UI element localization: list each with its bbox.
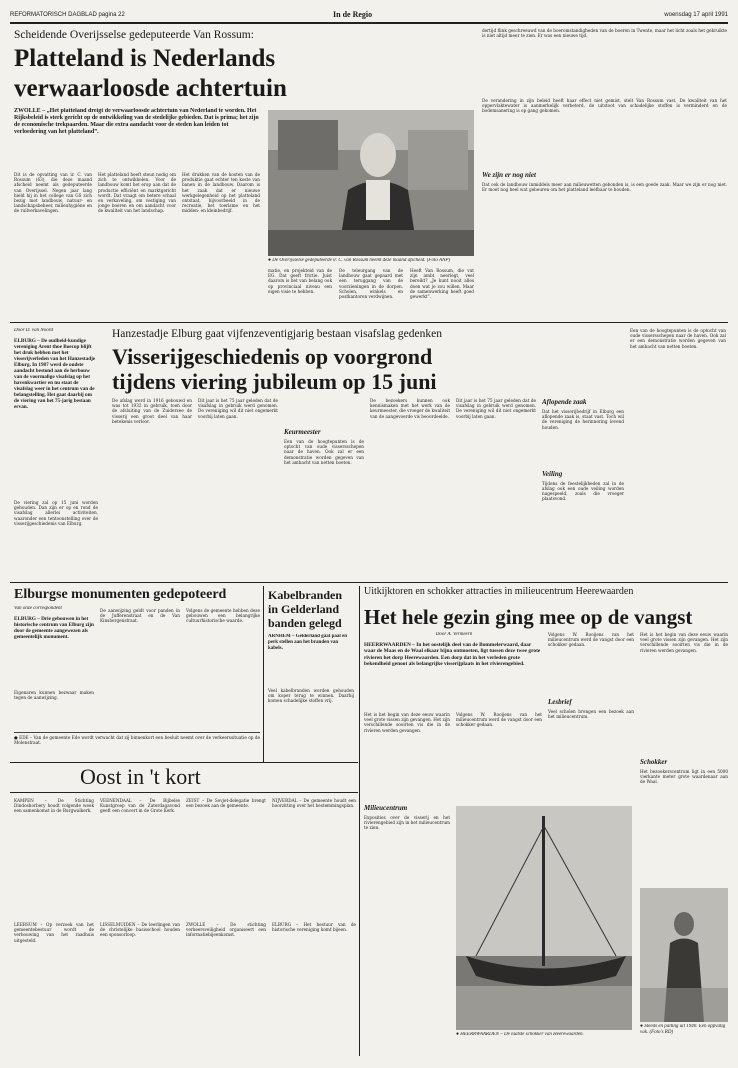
article6-item-5: ZEIST – De Sovjet-delegatie brengt een bezoek aan de gemeente. (186, 798, 266, 809)
article1-under-photo-col1: matie, en projekteid van de EG. Dat geeft frictie. Juist daarom is het van belang ook op provinciaal niveau een eigen visie te hebben. (268, 268, 332, 294)
article1-photo-caption: ● De Overijsselse gedeputeerde ir. C. van Rossum neemt deze maand afscheid. (Foto ANP) (268, 258, 451, 263)
article5-lead: HEERRWAARDEN – In het oostelijk deel van de Bommelerwaard, daar waar de Maas en de Waal elkaar bijna ontmoeten, ligt tussen deze twee grote rivieren het dorp Heerewaarden. Een dorp dat in het verleden grote bekendheid genoot als belangrijke visserijplaats in het rivierengebied. (364, 642, 541, 667)
article2-col4 (284, 398, 364, 578)
article2-body-col5: De bezoekers kunnen ook kennismaken met het werk van de keurmeester, die vroeger de kwaliteit van de aangevoerde vis beoordeelde. (370, 398, 450, 419)
article3-lead: ELBURG – Drie gebouwen in het historische centrum van Elburg zijn door de gemeente aangewezen als gemeentelijk monument. (14, 616, 94, 640)
article3-byline: Van onze correspondent (14, 606, 62, 611)
article2-headline-2: tijdens viering jubileum op 15 juni (112, 370, 437, 394)
article2-kicker: Hanzestadje Elburg gaat vijfenzeventigjarig bestaan visafslag gedenken (112, 328, 442, 340)
article2-lead: ELBURG – De oudheid-kundige vereniging Arent thoe Boecop blijft het druk hebben met het visserijverleden van het Hanzestadje Elburg. In 1987 werd de oudste aandacht bestond aan de herbouw van de voormalige visafslag op het havenkwartier en nu staat de visafslag weer in het centrum van de belangstelling. Het gaat daarbij om de viering van het 75-jarig bestaan ervan. (14, 338, 96, 410)
article5-subhead-schokker: Schokker (640, 758, 668, 766)
article5-body-col5: Het bezoekerscentrum ligt in een 5000 vierkante meter grote waardenaar aan de Waal. (640, 769, 728, 785)
article6-item-3: VEENENDAAL – De Bijbelse Kunstgroep van de Zaterdagavond geeft een concert in de Grote Kerk. (100, 798, 180, 814)
schokker-boat-image (456, 806, 632, 1030)
article5-body-right: Volgens W. Rooijens van het milieucentrum werd de vangst door een schokker gedaan. (548, 632, 634, 648)
article1-under-photo-col3: Heeft Van Rossum, die vut zijn ambt neerlegt, veel bereikt? „Je kunt nooit alles doen wat je zou willen. Maar de samenwerking heeft goed gewerkt”. (410, 268, 474, 300)
article1-lead: ZWOLLE – „Het platteland dreigt de verwaarloosde achtertuin van Nederland te worden. Het Rijksbeleid is sterk gericht op de ontwikkeling van de stedelijke gebieden. Dat is prima; het zijn de economische trekpaarden. Maar die extra aandacht voor de steden kan leiden tot verloedering van het platteland”. (14, 108, 259, 135)
article5-photo-caption-1: ● HEERRWAARDEN – De laatste schokker van Heerewaarden. (456, 1032, 584, 1037)
header-rule (10, 22, 728, 24)
article5-far-right-column (640, 632, 728, 882)
article5-photo-caption-2: ● Steeds en palling uit 1940. Een oppvatig vak. (Foto's RD) (640, 1024, 726, 1035)
article4-body: Veel kabelbranden worden gehouden om koper terug te winnen. Daarbij komen schadelijke stoffen vrij. (268, 688, 354, 704)
page-header (10, 9, 728, 21)
article4-headline-3: banden gelegd (268, 616, 342, 630)
article2-body-col6-text: Dit jaar is het 75 jaar geleden dat de visafslag in gebruik werd genomen. De vereniging wil dit niet ongemerkt voorbij laten gaan. (456, 398, 536, 419)
article2-body-col6: Dat het visserijbedrijf in Elburg een aflopende zaak is, staat vast. Toch wil de vereniging de herinnering levend houden. (542, 409, 624, 430)
article3-body-col1: De aanwijzing geldt voor panden in de Jufferenstraat en de Van Kinsbergenstraat. (100, 608, 180, 624)
article1-under-photo-col2: De teleurgang van de landbouw gaat gepaard met een teruggang van de voorzieningen in de dorpen. Scholen, winkels en postkantoren verdwijnen. (339, 268, 403, 300)
article3-headline: Elburgse monumenten gedepoteerd (14, 587, 227, 602)
article5-body-col4: Veel scholen brengen een bezoek aan het milieucentrum. (548, 709, 634, 720)
header-section-title: In de Regio (333, 10, 373, 19)
article1-body-col3: Het drukken van de kosten van de produktie gaat echter ten koste van banen in de landbouw. Daarom is het zaak dat er nieuwe werkgelegenheid op het platteland ontstaat, bijvoorbeeld in de recreatie, het toerisme en het midden- en kleinbedrijf. (182, 172, 260, 214)
article2-body-col7: Tijdens de feestelijkheden zal in de afslag ook een oude veiling worden nagespeeld, zoals die vroeger plaatsvond. (542, 480, 624, 502)
article3-footer: ● EDE – Van de gemeente Ede wordt verwacht dat zij binnenkort een besluit neemt over de verkeerssituatie op de Molenstraat. (14, 732, 260, 758)
article1-headline-1: Platteland is Nederlands (14, 45, 276, 72)
article1-right-text-c: Dat ook de landbouw inmiddels meer aan milieuwetten gebonden is, is een goede zaak. Maar we zijn er nog niet. Er moet nog heel wat gebeuren om het platteland leefbaar te houden. (482, 182, 727, 193)
article2-body-col2: De afslag werd in 1916 gebouwd en was tot 1932 in gebruik, toen door de afsluiting van de Zuiderzee de visserij een groot deel van haar betekenis verloor. (112, 398, 192, 424)
article2-body-col3: Dit jaar is het 75 jaar geleden dat de visafslag in gebruik werd genomen. De vereniging wil dit niet ongemerkt voorbij laten gaan. (198, 398, 278, 419)
header-left: REFORMATORISCH DAGBLAD pagina 22 (10, 12, 125, 18)
article2-headline-1: Visserijgeschiedenis op voorgrond (112, 345, 433, 369)
article1-subhead: We zijn er nog niet (482, 171, 536, 179)
article2-body-col4: Een van de hoogtepunten is de optocht van oude vissersschepen naar de haven. Ook zal er een demonstratie worden gegeven van het ambacht van netten boeten. (284, 439, 364, 465)
divider-4 (10, 792, 358, 793)
article1-right-text-a: dertijd flink geschreeuwd van de boeromstandigheden van de boeren in Twente, maar het licht zoals het gebruikte is niet altijd meer te zien. Er was een nieuwe tijd. (482, 28, 727, 39)
article6-item-8: ELBURG – Het bestuur van de historische vereniging komt bijeen. (272, 922, 356, 933)
article1-headline-2: verwaarloosde achtertuin (14, 75, 287, 102)
divider-1 (10, 322, 728, 323)
header-date: woensdag 17 april 1991 (664, 12, 728, 18)
article2-body-col1: De viering zal op 15 juni worden gehouden. Dan zijn er op en rond de visafslag allerlei activiteiten, waaronder een tentoonstelling over de visserijgeschiedenis van Elburg. (14, 500, 98, 526)
article5-body-col1: Het is het begin van deze eeuw waarin veel grote vissen zijn gevangen. Het zijn verschillende sooirten vis die in de rivieren werden gevangen. (364, 712, 450, 733)
article5-col3 (364, 804, 450, 894)
article5-body-col3: Exposities over de visserij en het rivierengebied zijn in het milieucentrum te zien. (364, 815, 450, 831)
fisherman-image (640, 888, 728, 1022)
article6-item-1: KAMPEN – De Stichting Dindoshorbery houdt volgende week een samenkomst in de Burgwalkerk. (14, 798, 94, 814)
article2-subhead-veiling: Veiling (542, 469, 563, 478)
article1-kicker: Scheidende Overijsselse gedeputeerde Van Rossum: (14, 29, 254, 41)
article5-headline: Het hele gezin ging mee op de vangst (364, 605, 693, 629)
article5-boat-photo (456, 806, 632, 1030)
divider-3 (10, 762, 358, 763)
article6-item-2: LEERSUM – Op verzoek van het gemeentebestuur wordt de verbouwing van het raadhuis uitgesteld. (14, 922, 94, 943)
article1-body-col1: Dit is de opvatting van ir. C. van Rossum (63), die deze maand afscheid neemt als gedeputeerde van Overijssel. Negen jaar lang hield hij in het college van GS zich bezig met landbouw, natuur- en landschapsbeheer, milieuhygiëne en de ruilverkavelingen. (14, 172, 92, 214)
article5-body-far-right: Het is het begin van deze eeuw waarin veel grote vissen zijn gevangen. Het zijn verschillende sooirten vis die in de rivieren werden gevangen. (640, 632, 728, 653)
article4-lead: ARNHEM – Gelderland gaat paal en perk stellen aan het branden van kabels. (268, 634, 348, 651)
article5-subhead-milieucentrum: Milieucentrum (364, 804, 408, 812)
article1-photo (268, 110, 474, 256)
article2-subhead-aflopende-zaak: Aflopende zaak (542, 398, 587, 406)
article2-byline: Door D. van Noord (14, 328, 53, 333)
article5-kicker: Uitkijktoren en schokker attracties in milieucentrum Heerewaarden (364, 586, 634, 597)
article2-subhead-keurmeester: Keurmeester (284, 428, 321, 436)
article4-headline-2: in Gelderland (268, 602, 340, 616)
article2-col7 (542, 398, 624, 578)
article2-body-col8: Een van de hoogtepunten is de optocht van oude vissersschepen naar de haven. Ook zal er een demonstratie worden gegeven van het ambacht van netten boeten. (630, 328, 726, 349)
portrait-photo-image (268, 110, 474, 256)
article1-right-column (482, 28, 727, 318)
article3-body-col3: Eigenaren kunnen bezwaar maken tegen de aanwijzing. (14, 690, 94, 701)
article3-body-col2: Volgens de gemeente hebben deze gebouwen een belangrijke cultuurhistorische waarde. (186, 608, 260, 624)
article1-body-col2: Het platteland heeft steun nodig om zich te ontwikkelen. Voor de landbouw komt het erop aan dat de productie efficiënt en marktgericht wordt. Dat vraagt om betere schaal en verkaveling, om vestiging van jonge boeren en om aandacht voor de kwaliteit van het landschap. (98, 172, 176, 214)
divider-col-a (263, 586, 264, 762)
article5-right-column (548, 632, 634, 822)
article6-item-6: ZWOLLE – De stichting verkeersveiligheid organiseert een informatiebijeenkomst. (186, 922, 266, 938)
article6-item-7: NIJVERDAL – De gemeente houdt een hoorzitting over het bestemmingsplan. (272, 798, 356, 809)
divider-col-b (359, 586, 360, 1056)
article6-item-4: LISSELMUIDEN – De leerlingen van de christelijke basisschool houden een sponsorloop. (100, 922, 180, 938)
article5-fisherman-photo (640, 888, 728, 1022)
divider-2 (10, 582, 728, 583)
article6-headline: Oost in 't kort (80, 764, 201, 789)
article5-subhead-lesbrief: Lesbrief (548, 698, 572, 706)
article5-byline: Door A. Vermeern (435, 632, 473, 637)
article1-right-text-b: De verandering in zijn beleid heeft haar effect niet gemist, stelt Van Rossum vast. De kwaliteit van het oppervlaktewater is aanmerkelijk verbeterd, de uitstoot van schadelijke stoffen is verminderd en de bodemsanering is op gang gekomen. (482, 98, 727, 114)
article5-body-col2: Volgens W. Rooijens van het milieucentrum werd de vangst door een schokker gedaan. (456, 712, 542, 728)
article4-headline-1: Kabelbranden (268, 588, 343, 602)
